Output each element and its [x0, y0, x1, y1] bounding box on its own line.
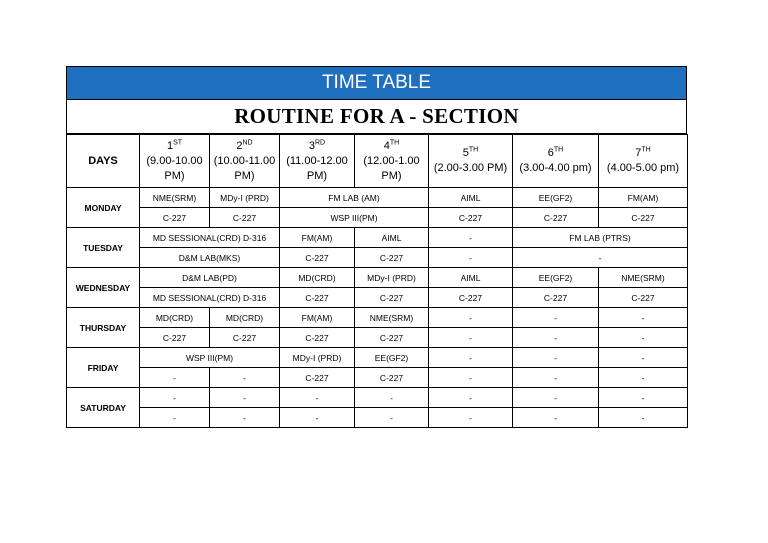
schedule-cell: -: [513, 328, 599, 348]
tuesday-row-top: [67, 228, 688, 248]
schedule-cell: AIML: [355, 228, 429, 248]
schedule-cell: C-227: [140, 328, 210, 348]
schedule-cell: C-227: [355, 248, 429, 268]
schedule-cell: C-227: [140, 208, 210, 228]
schedule-cell: -: [513, 408, 599, 428]
schedule-cell: C-227: [513, 288, 599, 308]
schedule-cell: C-227: [280, 328, 355, 348]
day-label-saturday: SATURDAY: [67, 388, 140, 428]
schedule-cell: -: [429, 388, 513, 408]
day-label-tuesday: TUESDAY: [67, 228, 140, 268]
schedule-cell: MD(CRD): [210, 308, 280, 328]
friday-row-bottom: [67, 368, 688, 388]
thursday-row-top: [67, 308, 688, 328]
schedule-cell: -: [599, 348, 688, 368]
day-label-wednesday: WEDNESDAY: [67, 268, 140, 308]
title-bar: TIME TABLE: [66, 66, 687, 100]
header-row: [67, 135, 688, 188]
schedule-cell: MD(CRD): [280, 268, 355, 288]
schedule-cell: -: [599, 368, 688, 388]
schedule-cell: C-227: [355, 328, 429, 348]
schedule-cell: C-227: [599, 208, 688, 228]
schedule-cell: MD(CRD): [140, 308, 210, 328]
schedule-cell: -: [280, 408, 355, 428]
schedule-cell: -: [599, 308, 688, 328]
period-header: 7TH (4.00-5.00 pm): [599, 135, 688, 188]
schedule-cell: FM LAB (AM): [280, 188, 429, 208]
timetable-grid: [66, 134, 688, 428]
saturday-row-top: [67, 388, 688, 408]
schedule-cell: -: [140, 408, 210, 428]
schedule-cell: -: [429, 348, 513, 368]
schedule-cell: C-227: [355, 368, 429, 388]
schedule-cell: AIML: [429, 268, 513, 288]
schedule-cell: WSP III(PM): [140, 348, 280, 368]
friday-row-top: [67, 348, 688, 368]
monday-row-top: [67, 188, 688, 208]
schedule-cell: EE(GF2): [513, 188, 599, 208]
schedule-cell: -: [355, 388, 429, 408]
schedule-cell: MDy-I (PRD): [210, 188, 280, 208]
schedule-cell: FM(AM): [599, 188, 688, 208]
day-label-monday: MONDAY: [67, 188, 140, 228]
schedule-cell: WSP III(PM): [280, 208, 429, 228]
wednesday-row-top: [67, 268, 688, 288]
schedule-cell: C-227: [599, 288, 688, 308]
schedule-cell: C-227: [355, 288, 429, 308]
schedule-cell: NME(SRM): [599, 268, 688, 288]
schedule-cell: -: [140, 368, 210, 388]
schedule-cell: MD SESSIONAL(CRD) D-316: [140, 228, 280, 248]
schedule-cell: -: [210, 408, 280, 428]
schedule-cell: AIML: [429, 188, 513, 208]
schedule-cell: MDy-I (PRD): [280, 348, 355, 368]
period-header: 2ND (10.00-11.00 PM): [210, 135, 280, 188]
schedule-cell: -: [210, 388, 280, 408]
schedule-cell: -: [599, 328, 688, 348]
schedule-cell: EE(GF2): [513, 268, 599, 288]
schedule-cell: C-227: [280, 288, 355, 308]
monday-row-bottom: [67, 208, 688, 228]
day-label-friday: FRIDAY: [67, 348, 140, 388]
schedule-cell: MD SESSIONAL(CRD) D-316: [140, 288, 280, 308]
schedule-cell: C-227: [210, 208, 280, 228]
schedule-cell: -: [140, 388, 210, 408]
period-header: 6TH (3.00-4.00 pm): [513, 135, 599, 188]
timetable-sheet: [66, 66, 687, 428]
schedule-cell: C-227: [210, 328, 280, 348]
schedule-cell: -: [599, 408, 688, 428]
schedule-cell: EE(GF2): [355, 348, 429, 368]
schedule-cell: -: [429, 308, 513, 328]
period-header: 3RD (11.00-12.00 PM): [280, 135, 355, 188]
schedule-cell: FM(AM): [280, 228, 355, 248]
period-header: 1ST (9.00-10.00 PM): [140, 135, 210, 188]
schedule-cell: C-227: [280, 248, 355, 268]
schedule-cell: -: [599, 388, 688, 408]
schedule-cell: D&M LAB(PD): [140, 268, 280, 288]
thursday-row-bottom: [67, 328, 688, 348]
schedule-cell: MDy-I (PRD): [355, 268, 429, 288]
schedule-cell: C-227: [280, 368, 355, 388]
schedule-cell: -: [210, 368, 280, 388]
schedule-cell: -: [513, 388, 599, 408]
schedule-cell: -: [429, 248, 513, 268]
schedule-cell: C-227: [429, 208, 513, 228]
schedule-cell: -: [429, 228, 513, 248]
wednesday-row-bottom: [67, 288, 688, 308]
schedule-cell: -: [355, 408, 429, 428]
day-label-thursday: THURSDAY: [67, 308, 140, 348]
schedule-cell: -: [513, 308, 599, 328]
schedule-cell: -: [429, 408, 513, 428]
schedule-cell: -: [280, 388, 355, 408]
schedule-cell: D&M LAB(MKS): [140, 248, 280, 268]
schedule-cell: -: [429, 368, 513, 388]
schedule-cell: C-227: [429, 288, 513, 308]
schedule-cell: FM(AM): [280, 308, 355, 328]
saturday-row-bottom: [67, 408, 688, 428]
tuesday-row-bottom: [67, 248, 688, 268]
schedule-cell: -: [513, 248, 688, 268]
schedule-cell: NME(SRM): [140, 188, 210, 208]
schedule-cell: FM LAB (PTRS): [513, 228, 688, 248]
schedule-cell: -: [429, 328, 513, 348]
schedule-cell: NME(SRM): [355, 308, 429, 328]
schedule-cell: -: [513, 368, 599, 388]
period-header: 5TH (2.00-3.00 PM): [429, 135, 513, 188]
period-header: 4TH (12.00-1.00 PM): [355, 135, 429, 188]
schedule-cell: -: [513, 348, 599, 368]
days-header: DAYS: [67, 135, 140, 188]
routine-subtitle: ROUTINE FOR A - SECTION: [66, 100, 687, 134]
schedule-cell: C-227: [513, 208, 599, 228]
